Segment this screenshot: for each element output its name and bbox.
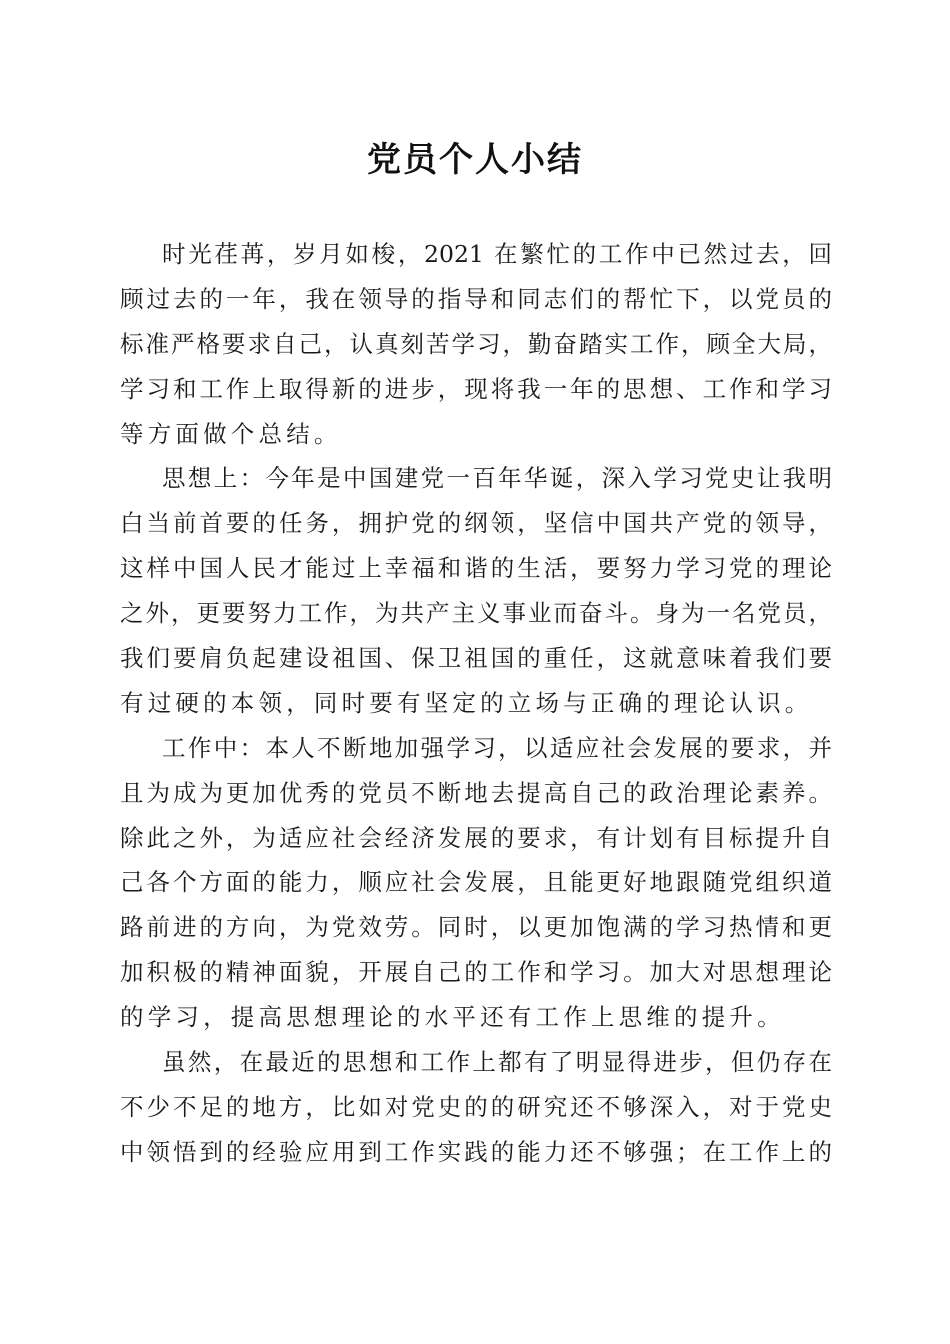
text-line: 这样中国人民才能过上幸福和谐的生活，要努力学习党的理论 — [120, 554, 832, 583]
text-line: 等方面做个总结。 — [120, 419, 342, 448]
text-line: 的学习，提高思想理论的水平还有工作上思维的提升。 — [120, 1003, 785, 1032]
text-line: 时光荏苒，岁月如梭，2021 在繁忙的工作中已然过去，回 — [162, 240, 832, 268]
text-line: 加积极的精神面貌，开展自己的工作和学习。加大对思想理论 — [120, 958, 832, 987]
text-line: 有过硬的本领，同时要有坚定的立场与正确的理论认识。 — [120, 688, 813, 717]
text-line: 且为成为更加优秀的党员不断地去提高自己的政治理论素养。 — [120, 778, 832, 807]
text-line: 学习和工作上取得新的进步，现将我一年的思想、工作和学习 — [120, 374, 832, 403]
text-line: 己各个方面的能力，顺应社会发展，且能更好地跟随党组织道 — [120, 868, 832, 897]
page-title: 党员个人小结 — [367, 140, 583, 180]
text-line: 之外，更要努力工作，为共产主义事业而奋斗。身为一名党员， — [120, 599, 832, 628]
text-line: 思想上：今年是中国建党一百年华诞，深入学习党史让我明 — [162, 464, 832, 493]
text-line: 除此之外，为适应社会经济发展的要求，有计划有目标提升自 — [120, 823, 832, 852]
text-line: 工作中：本人不断地加强学习，以适应社会发展的要求，并 — [162, 733, 832, 762]
text-line: 白当前首要的任务，拥护党的纲领，坚信中国共产党的领导， — [120, 509, 832, 538]
document-body — [120, 232, 832, 1175]
text-line: 路前进的方向，为党效劳。同时，以更加饱满的学习热情和更 — [120, 913, 832, 942]
text-line: 虽然，在最近的思想和工作上都有了明显得进步，但仍存在 — [162, 1048, 832, 1077]
text-line: 不少不足的地方，比如对党史的的研究还不够深入，对于党史 — [120, 1092, 832, 1121]
text-line: 标准严格要求自己，认真刻苦学习，勤奋踏实工作，顾全大局， — [120, 329, 832, 358]
text-line: 我们要肩负起建设祖国、保卫祖国的重任，这就意味着我们要 — [120, 644, 832, 673]
text-line: 中领悟到的经验应用到工作实践的能力还不够强；在工作上的 — [120, 1137, 832, 1166]
text-line: 顾过去的一年，我在领导的指导和同志们的帮忙下，以党员的 — [120, 284, 832, 313]
